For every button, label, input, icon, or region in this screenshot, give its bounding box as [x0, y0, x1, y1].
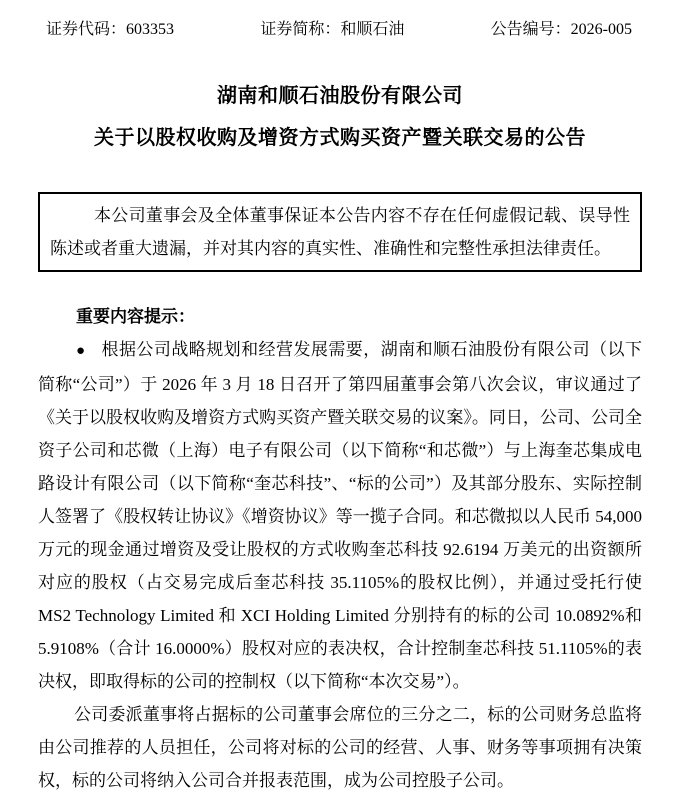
important-notice-heading: 重要内容提示： [76, 307, 195, 326]
stock-abbr: 证券简称：和顺石油 [260, 21, 405, 38]
disclaimer-box [38, 192, 642, 272]
disclaimer-text: 本公司董事会及全体董事保证本公告内容不存在任何虚假记载、误导性陈述或者重大遗漏，并对其内容的真实性、准确性和完整性承担法律责任。 [50, 206, 630, 258]
body-paragraph: 公司委派董事将占据标的公司董事会席位的三分之二，标的公司财务总监将由公司推荐的人员担任，公司将对标的公司的经营、人事、财务等事项拥有决策权，标的公司将纳入公司合并报表范围，成为公司控股子公司。 [38, 705, 642, 790]
bullet-icon: ● [76, 343, 86, 359]
stock-code: 证券代码：603353 [46, 21, 175, 38]
bullet-paragraph-text: 根据公司战略规划和经营发展需要，湖南和顺石油股份有限公司（以下简称“公司”）于 2026 年 3 月 18 日召开了第四届董事会第八次会议，审议通过了《关于以股权收购及增资方式购买资产暨关联交易的议案》。同日，公司、公司全资子公司和芯微（上海）电子有限公司（以下简称“和芯微”）与上海奎芯集成电路设计有限公司（以下简称“奎芯科技”、“标的公司”）及其部分股东、实际控制人签署了《股权转让协议》《增资协议》等一揽子合同。和芯微拟以人民币 54,000 万元的现金通过增资及受让股权的方式收购奎芯科技 92.6194 万美元的出资额所对应的股权（占交易完成后奎芯科技 35.1105%的股权比例），并通过受托行使 MS2 Technology Limited 和 XCI Holding Limited 分别持有的标的公司 10.0892%和 5.9108%（合计 16.0000%）股权对应的表决权，合计控制奎芯科技 51.1105%的表决权，即取得标的公司的控制权（以下简称“本次交易”）。 [38, 340, 643, 691]
company-title: 湖南和顺石油股份有限公司 [217, 85, 463, 107]
bullet-paragraph [38, 333, 642, 698]
document-header [38, 0, 642, 39]
announcement-title: 关于以股权收购及增资方式购买资产暨关联交易的公告 [94, 127, 586, 149]
announcement-number: 公告编号：2026-005 [490, 21, 632, 38]
